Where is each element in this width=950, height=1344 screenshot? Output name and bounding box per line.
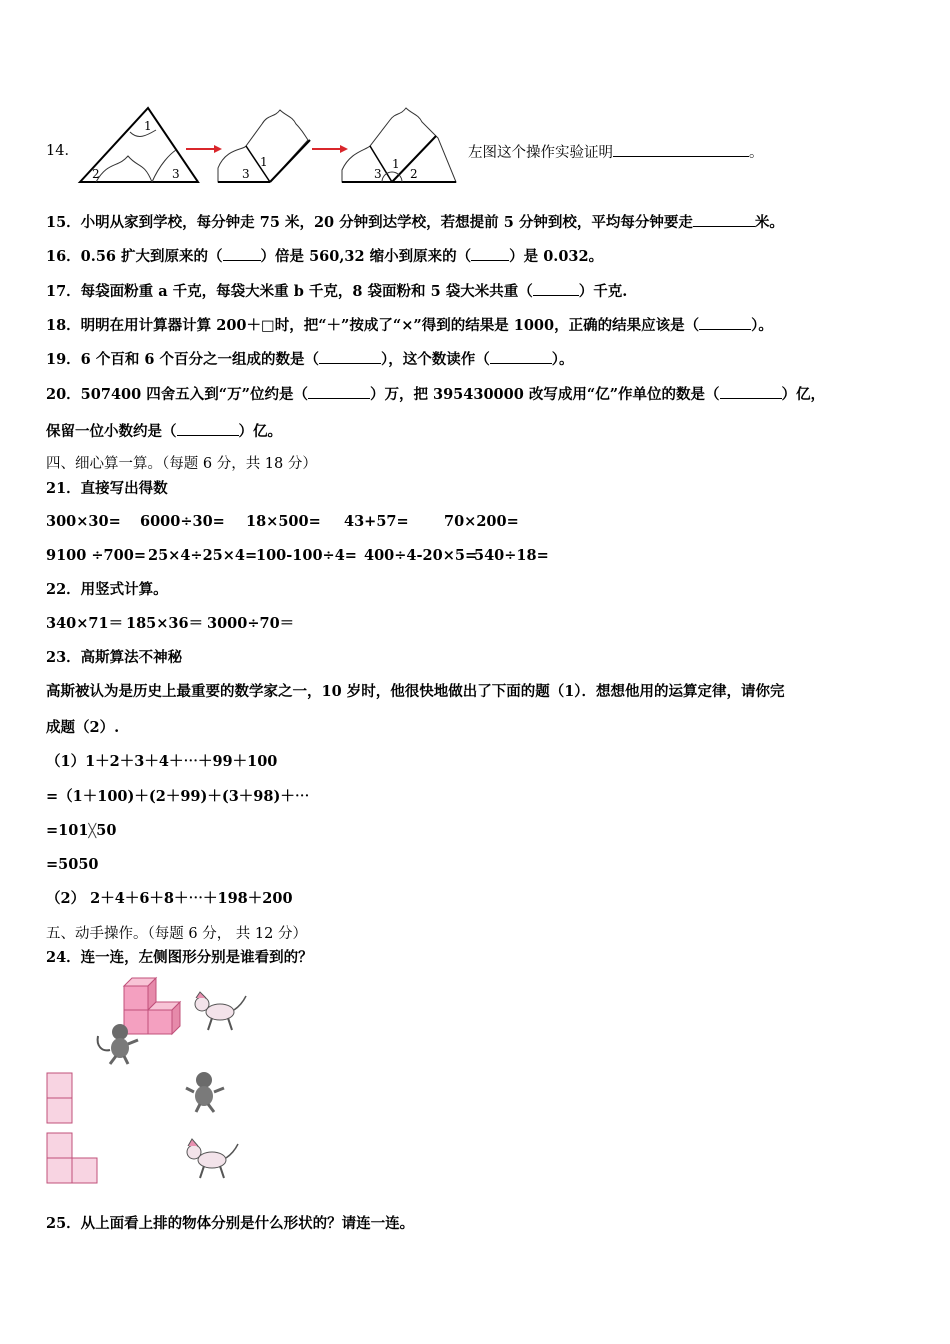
q19-blank-2[interactable] bbox=[490, 349, 552, 364]
angle-label-3: 3 bbox=[242, 167, 250, 181]
q22-item-2: 185×36＝ bbox=[126, 615, 204, 632]
q14-end: 。 bbox=[749, 145, 764, 161]
q14-text bbox=[468, 142, 764, 162]
q23-title: 23．高斯算法不神秘 bbox=[46, 649, 183, 666]
angle-label-2: 2 bbox=[92, 167, 100, 181]
q19 bbox=[46, 349, 574, 369]
angle-label-1: 1 bbox=[260, 155, 268, 169]
q14-answer-blank[interactable] bbox=[613, 142, 749, 157]
angle-label-2: 2 bbox=[410, 167, 418, 181]
q21-r2-item-3: 100-100÷4= bbox=[256, 547, 357, 564]
q21-r1-item-4: 43+57= bbox=[344, 513, 409, 530]
q16-part-b: ）倍是 560,32 缩小到原来的（ bbox=[260, 248, 472, 265]
q16-blank-1[interactable] bbox=[223, 246, 261, 261]
q23-step-3-b: 50 bbox=[96, 822, 117, 839]
q21-r1-item-1: 300×30= bbox=[46, 513, 121, 530]
q23-step-3 bbox=[46, 822, 116, 841]
times-icon: ╳ bbox=[88, 824, 97, 839]
q16-blank-2[interactable] bbox=[471, 246, 509, 261]
q24-title: 24．连一连，左侧图形分别是谁看到的？ bbox=[46, 949, 313, 966]
q21-row-2 bbox=[46, 547, 549, 565]
q17-part-b: ）千克. bbox=[578, 283, 628, 300]
q23-paragraph-1: 高斯被认为是历史上最重要的数学家之一，10 岁时，他很快地做出了下面的题（1）．想想他用的运算定律，请你完 bbox=[46, 683, 785, 700]
q20-line-2 bbox=[46, 421, 282, 441]
q19-part-b: ），这个数读作（ bbox=[381, 351, 490, 368]
q15-text: 15．小明从家到学校，每分钟走 75 米，20 分钟到达学校，若想提前 5 分钟到校，平均每分钟要走 bbox=[46, 214, 693, 231]
angle-label-3: 3 bbox=[172, 167, 180, 181]
section-5-heading: 五、动手操作。（每题 6 分， 共 12 分） bbox=[46, 926, 307, 942]
q20-part-c: ）亿， bbox=[781, 386, 826, 403]
q21-r1-item-5: 70×200= bbox=[444, 513, 519, 530]
angle-label-1: 1 bbox=[392, 157, 400, 171]
q20-blank-2[interactable] bbox=[720, 384, 782, 399]
q21-title: 21．直接写出得数 bbox=[46, 480, 168, 497]
q17-blank[interactable] bbox=[533, 281, 579, 296]
q20-part-a: 20．507400 四舍五入到“万”位约是（ bbox=[46, 386, 308, 403]
q17 bbox=[46, 281, 627, 301]
q23-part-2: （2） 2＋4＋6＋8＋⋯＋198＋200 bbox=[46, 890, 293, 907]
q21-r2-item-5: 540÷18= bbox=[474, 547, 549, 564]
q18-blank[interactable] bbox=[699, 315, 751, 330]
q18 bbox=[46, 315, 773, 335]
q15-end: 米。 bbox=[754, 214, 784, 231]
q20-part-d: 保留一位小数约是（ bbox=[46, 423, 177, 440]
monkey-icon bbox=[94, 1022, 140, 1066]
q19-part-a: 19．6 个百和 6 个百分之一组成的数是（ bbox=[46, 351, 319, 368]
q19-part-c: ）。 bbox=[551, 351, 574, 368]
q21-r1-item-3: 18×500= bbox=[246, 513, 321, 530]
q21-row-1 bbox=[46, 513, 519, 531]
section-4-heading: 四、细心算一算。（每题 6 分，共 18 分） bbox=[46, 456, 317, 472]
q21-r2-item-4: 400÷4-20×5= bbox=[364, 547, 478, 564]
dog-icon bbox=[180, 1136, 240, 1182]
q18-part-b: ）。 bbox=[751, 317, 773, 334]
q22-title: 22．用竖式计算。 bbox=[46, 581, 168, 598]
q25-title: 25．从上面看上排的物体分别是什么形状的？请连一连。 bbox=[46, 1215, 415, 1232]
q14-prompt: 左图这个操作实验证明 bbox=[468, 145, 613, 161]
triangle-figure-3 bbox=[340, 106, 460, 184]
q14-number: 14． bbox=[46, 143, 79, 159]
angle-label-1: 1 bbox=[144, 119, 152, 133]
q23-step-2: =（1＋100)＋(2＋99)＋(3＋98)＋⋯ bbox=[46, 788, 310, 805]
q23-step-1: （1）1＋2＋3＋4＋⋯＋99＋100 bbox=[46, 753, 278, 770]
q16-part-c: ）是 0.032。 bbox=[509, 248, 604, 265]
dog-icon bbox=[188, 990, 248, 1034]
q23-step-4: =5050 bbox=[46, 856, 99, 873]
triangle-figure-1 bbox=[78, 106, 200, 184]
q16-part-a: 16．0.56 扩大到原来的（ bbox=[46, 248, 223, 265]
q23-paragraph-2: 成题（2）. bbox=[46, 719, 120, 736]
q18-part-a: 18．明明在用计算器计算 200＋□时，把“＋”按成了“×”得到的结果是 1000，正确的结果应该是（ bbox=[46, 317, 700, 334]
q15 bbox=[46, 212, 784, 232]
q23-step-3-a: =101 bbox=[46, 822, 89, 839]
angle-label-3: 3 bbox=[374, 167, 382, 181]
q21-r1-item-2: 6000÷30= bbox=[140, 513, 225, 530]
q20-blank-1[interactable] bbox=[308, 384, 370, 399]
q20-part-e: ）亿。 bbox=[238, 423, 282, 440]
q21-r2-item-1: 9100 ÷700= bbox=[46, 547, 146, 564]
q20-part-b: ）万，把 395430000 改写成用“亿”作单位的数是（ bbox=[369, 386, 720, 403]
triangle-figure-2 bbox=[216, 108, 312, 184]
view-shape-b bbox=[46, 1132, 98, 1184]
q20-blank-3[interactable] bbox=[177, 421, 239, 436]
q20-line-1 bbox=[46, 384, 825, 404]
q16 bbox=[46, 246, 603, 266]
q15-answer-blank[interactable] bbox=[693, 212, 755, 227]
view-shape-a bbox=[46, 1072, 74, 1124]
q22-item-3: 3000÷70＝ bbox=[207, 615, 295, 632]
q21-r2-item-2: 25×4÷25×4= bbox=[148, 547, 258, 564]
q22-items bbox=[46, 615, 294, 633]
q17-part-a: 17．每袋面粉重 a 千克，每袋大米重 b 千克，8 袋面粉和 5 袋大米共重（ bbox=[46, 283, 533, 300]
monkey-icon bbox=[184, 1070, 230, 1114]
q19-blank-1[interactable] bbox=[319, 349, 381, 364]
q22-item-1: 340×71＝ bbox=[46, 615, 124, 632]
